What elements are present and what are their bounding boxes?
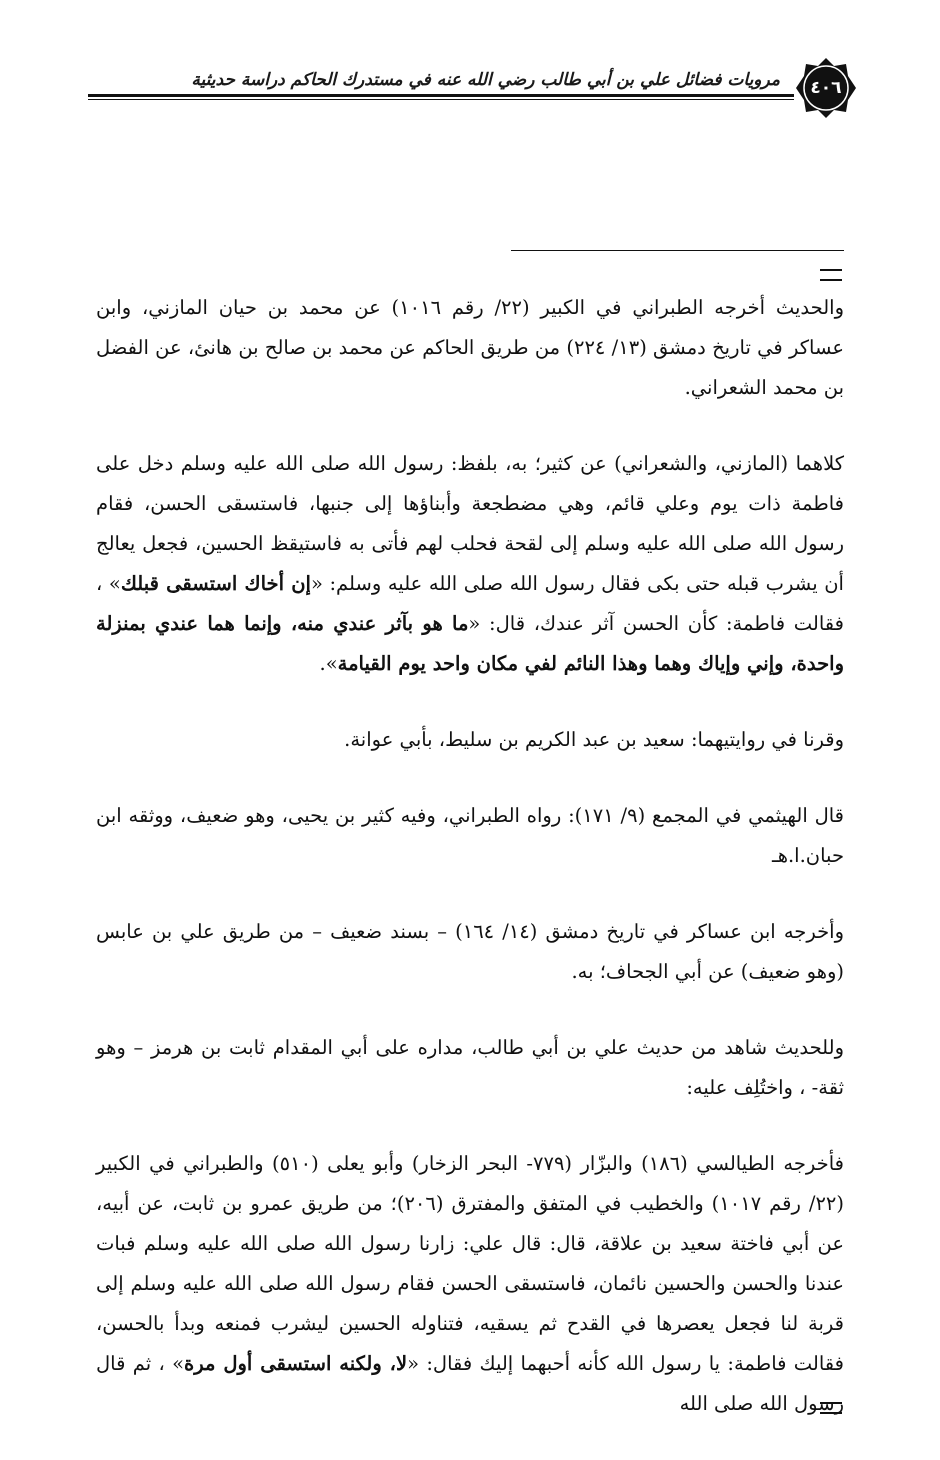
header-rule-thin [88,99,794,100]
footnote-paragraph [96,1144,844,1424]
paragraph-text: قال الهيثمي في المجمع (٩/ ١٧١): رواه الطبراني، وفيه كثير بن يحيى، وهو ضعيف، ووثقه ابن حبان.ا.هـ [96,804,845,867]
paragraph-text: وقرنا في روايتيهما: سعيد بن عبد الكريم بن سليط، بأبي عوانة. [344,728,844,751]
footnote-paragraph [96,444,844,684]
continuation-mark-top [820,269,842,281]
footnote-paragraph [96,288,844,408]
paragraph-text: وللحديث شاهد من حديث علي بن أبي طالب، مداره على أبي المقدام ثابت بن هرمز – وهو ثقة- ، واختُلِف عليه: [96,1036,844,1099]
page-number-badge [794,56,858,120]
paragraph-text: ». [319,652,338,675]
footnote-paragraph [96,720,844,760]
footnote-body [96,288,844,1460]
footnote-paragraph [96,796,844,876]
hadith-quote: لا، ولكنه استسقى أول مرة [184,1352,408,1375]
hadith-quote: ما هو بآثر عندي منه، وإنما هما عندي بمنزلة واحدة، وإني وإياك وهما وهذا النائم لفي مكان واحد يوم القيامة [96,612,844,675]
running-title: مرويات فضائل علي بن أبي طالب رضي الله عنه في مستدرك الحاكم دراسة حديثية [191,70,780,90]
paragraph-text: كلاهما (المازني، والشعراني) عن كثير؛ به، بلفظ: رسول الله صلى الله عليه وسلم دخل على فاطمة ذات يوم وعلي قائم، وهي مضطجعة وأبناؤها إلى جنبها، فاستسقى الحسن، فقام رسول الله صلى الله عليه وسلم إلى لقحة فحلب لهم فأتى به فاستيقظ الحسين، فجعل يعالج أن يشرب قبله حتى بكى فقال رسول الله صلى الله عليه وسلم: « [96,452,844,595]
footnote-separator [511,250,844,251]
paragraph-text: » ، ثم قال رسول الله صلى الله [96,1352,844,1415]
hadith-quote: إن أخاك استسقى قبلك [120,572,311,595]
running-header [88,56,850,118]
page-number: ٤٠٦ [810,78,842,98]
paragraph-text: وأخرجه ابن عساكر في تاريخ دمشق (١٤/ ١٦٤) – بسند ضعيف – من طريق علي بن عابس (وهو ضعيف) عن أبي الجحاف؛ به. [96,920,844,983]
continuation-mark-bottom [820,1402,842,1414]
paragraph-text: » ، فقالت فاطمة: كأن الحسن آثر عندك، قال: « [96,572,844,635]
header-rule [88,94,794,97]
paragraph-text: فأخرجه الطيالسي (١٨٦) والبزّار (٧٧٩- البحر الزخار) وأبو يعلى (٥١٠) والطبراني في الكبير (٢٢/ رقم ١٠١٧) والخطيب في المتفق والمفترق (٢٠٦)؛ من طريق عمرو بن ثابت، عن أبيه، عن أبي فاختة سعيد بن علاقة، قال: قال علي: زارنا رسول الله صلى الله عليه وسلم فبات عندنا والحسن والحسين نائمان، فاستسقى الحسن فقام رسول الله صلى الله عليه وسلم إلى قربة لنا فجعل يعصرها في القدح ثم يسقيه، فتناوله الحسين ليشرب فمنعه وبدأ بالحسن، فقالت فاطمة: يا رسول الله كأنه أحبهما إليك فقال: « [96,1152,844,1375]
footnote-paragraph [96,912,844,992]
paragraph-text: والحديث أخرجه الطبراني في الكبير (٢٢/ رقم ١٠١٦) عن محمد بن حيان المازني، وابن عساكر في تاريخ دمشق (١٣/ ٢٢٤) من طريق الحاكم عن محمد بن صالح بن هانئ، عن الفضل بن محمد الشعراني. [96,296,844,399]
footnote-paragraph [96,1028,844,1108]
